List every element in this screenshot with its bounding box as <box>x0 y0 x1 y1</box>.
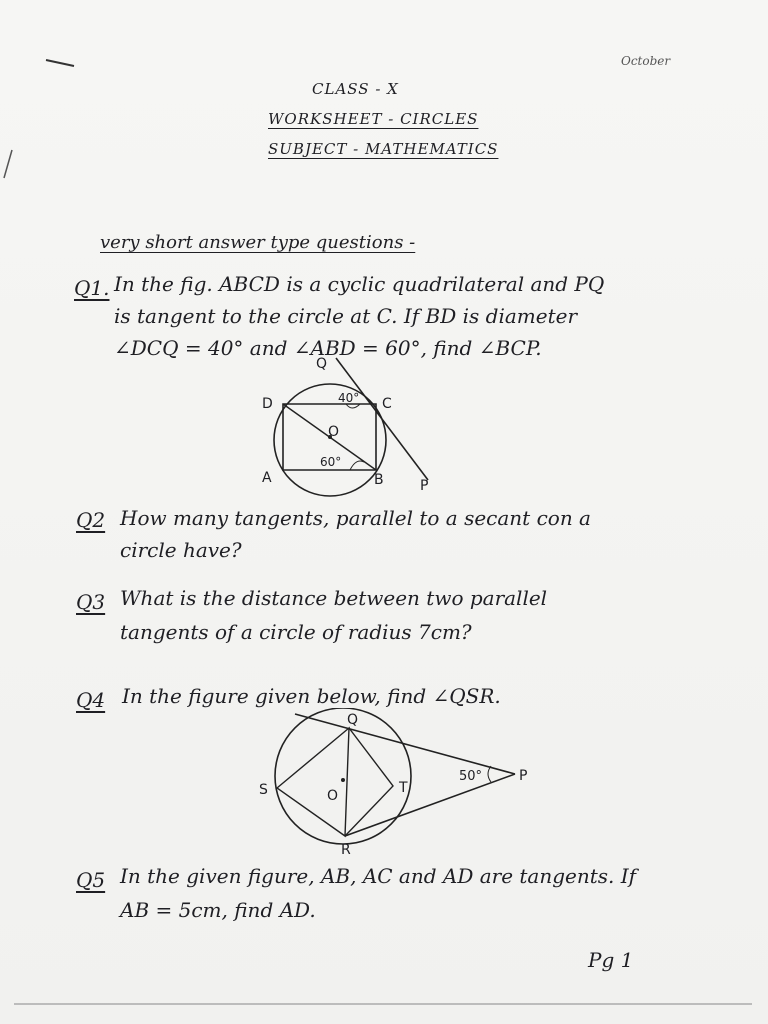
question-3-line-1: What is the distance between two parallel <box>120 586 548 610</box>
fig2-tangent-upper <box>295 714 515 774</box>
subject-heading: SUBJECT - MATHEMATICS <box>268 140 499 158</box>
question-4-line-1: In the figure given below, find ∠QSR. <box>122 684 501 708</box>
question-1-line-1: In the fig. ABCD is a cyclic quadrilateral and PQ <box>114 272 605 296</box>
fig2-label-t: T <box>399 780 408 796</box>
question-5-line-2: AB = 5cm, find AD. <box>120 898 316 922</box>
fig2-angle-mark-p <box>488 766 491 782</box>
fig2-centre-dot <box>341 778 345 782</box>
worksheet-heading: WORKSHEET - CIRCLES <box>268 110 479 128</box>
fig2-chord-qt <box>345 728 393 836</box>
question-1-line-3: ∠DCQ = 40° and ∠ABD = 60°, find ∠BCP. <box>114 336 542 360</box>
question-5-line-1: In the given figure, AB, AC and AD are tangents. If <box>120 864 637 888</box>
fig1-label-a: A <box>262 470 272 486</box>
fig1-label-o: O <box>328 424 340 440</box>
fig2-angle-50: 50° <box>459 769 483 784</box>
class-heading: CLASS - X <box>312 80 399 98</box>
figure-2-tangents-from-p <box>255 708 555 858</box>
figure-1-cyclic-quadrilateral <box>250 350 490 500</box>
fig1-label-q: Q <box>316 356 328 372</box>
fig1-angle-40: 40° <box>338 391 360 405</box>
pen-stroke-left-edge <box>4 150 12 178</box>
fig2-label-p: P <box>519 768 528 784</box>
question-1-line-2: is tangent to the circle at C. If BD is diameter <box>114 304 578 328</box>
fig1-label-p: P <box>420 478 429 494</box>
question-number-5: Q5 <box>76 868 106 892</box>
fig1-label-d: D <box>262 396 273 412</box>
fig2-label-s: S <box>259 782 268 798</box>
fig2-tangent-lower <box>345 774 515 836</box>
pen-stroke-top-left <box>46 60 74 66</box>
fig2-circle <box>275 708 411 844</box>
fig2-label-r: R <box>341 842 351 858</box>
question-2-line-2: circle have? <box>120 538 242 562</box>
question-number-4: Q4 <box>76 688 106 712</box>
page-number: Pg 1 <box>588 948 634 972</box>
fig1-label-b: B <box>374 472 384 488</box>
fig2-label-q: Q <box>347 712 359 728</box>
fig1-angle-mark-bottom <box>350 461 364 470</box>
question-2-line-1: How many tangents, parallel to a secant con a <box>120 506 591 530</box>
fig2-triangle-sqr <box>277 728 349 836</box>
question-number-2: Q2 <box>76 508 106 532</box>
fig2-label-o: O <box>327 788 339 804</box>
fig1-label-c: C <box>382 396 392 412</box>
question-number-1: Q1. <box>74 276 110 300</box>
section-title: very short answer type questions - <box>100 232 416 253</box>
date-stamp: October <box>621 54 671 68</box>
question-number-3: Q3 <box>76 590 106 614</box>
question-3-line-2: tangents of a circle of radius 7cm? <box>120 620 472 644</box>
fig1-angle-60: 60° <box>320 455 342 469</box>
